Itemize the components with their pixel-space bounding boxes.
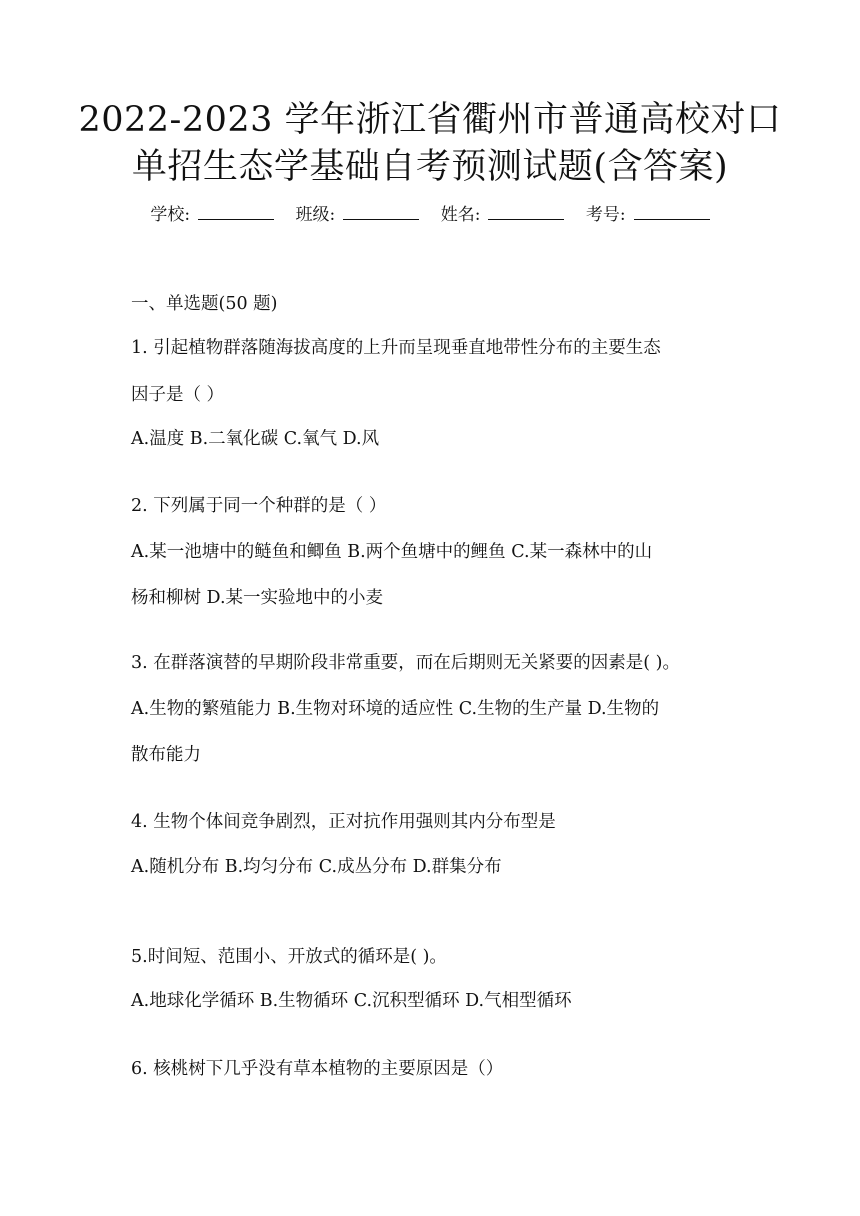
question-5-text: 5.时间短、范围小、开放式的循环是( )。 [131,947,447,967]
question-3-options: A.生物的繁殖能力 B.生物对环境的适应性 C.生物的生产量 D.生物的 [131,699,660,719]
question-2-text: 2. 下列属于同一个种群的是（ ） [131,496,387,516]
question-4-options: A.随机分布 B.均匀分布 C.成丛分布 D.群集分布 [131,857,502,877]
question-4-text: 4. 生物个体间竞争剧烈，正对抗作用强则其内分布型是 [131,812,556,832]
class-blank [343,202,419,220]
question-6-text: 6. 核桃树下几乎没有草本植物的主要原因是（） [131,1059,504,1079]
class-field [292,205,424,225]
class-label: 班级: [295,205,336,225]
exam-number-blank [634,202,710,220]
school-blank [198,202,274,220]
exam-number-label: 考号: [585,205,626,225]
student-info-row [0,202,860,228]
title-line-2: 单招生态学基础自考预测试题(含答案) [131,147,729,187]
question-1-options: A.温度 B.二氧化碳 C.氧气 D.风 [131,429,380,449]
question-2-options: A.某一池塘中的鲢鱼和鲫鱼 B.两个鱼塘中的鲤鱼 C.某一森林中的山 [131,542,653,562]
question-1-text-cont: 因子是（ ） [131,385,225,405]
name-blank [488,202,564,220]
school-label: 学校: [150,205,191,225]
question-2-options-cont: 杨和柳树 D.某一实验地中的小麦 [131,588,384,608]
question-3-text: 3. 在群落演替的早期阶段非常重要，而在后期则无关紧要的因素是( )。 [131,653,680,673]
title-line-1: 2022-2023 学年浙江省衢州市普通高校对口 [78,100,782,140]
exam-number-field [582,205,714,225]
name-label: 姓名: [440,205,481,225]
question-3-options-cont: 散布能力 [131,745,201,765]
name-field [437,205,569,225]
section-heading: 一、单选题(50 题) [131,294,278,314]
question-5-options: A.地球化学循环 B.生物循环 C.沉积型循环 D.气相型循环 [131,991,572,1011]
question-1-text: 1. 引起植物群落随海拔高度的上升而呈现垂直地带性分布的主要生态 [131,338,661,358]
school-field [146,205,278,225]
